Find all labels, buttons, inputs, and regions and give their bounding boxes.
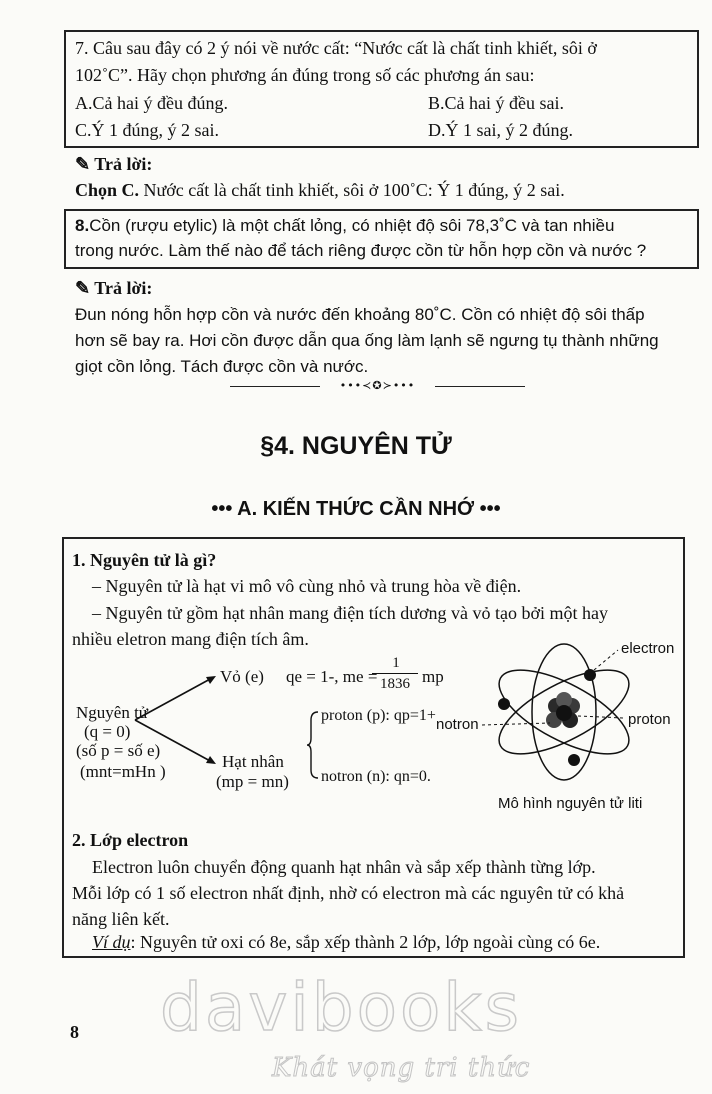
q7-option-b: B.Cả hai ý đều sai. xyxy=(428,93,564,113)
q7-line-2: 102˚C”. Hãy chọn phương án đúng trong số các phương án sau: xyxy=(75,65,535,85)
classification-arrows xyxy=(132,670,222,770)
q7-option-a: A.Cả hai ý đều đúng. xyxy=(75,93,228,113)
ornament-divider: •••≺✪≻••• xyxy=(230,378,525,394)
q7-option-d: D.Ý 1 sai, ý 2 đúng. xyxy=(428,120,573,140)
k2-line-1: Electron luôn chuyển động quanh hạt nhân và sắp xếp thành từng lớp. xyxy=(92,857,596,877)
answer-7-header xyxy=(75,152,152,176)
q7-line-1: 7. Câu sau đây có 2 ý nói về nước cất: “Nước cất là chất tinh khiết, sôi ở xyxy=(75,38,597,58)
section-title: §4. NGUYÊN TỬ xyxy=(260,432,452,460)
neutron-formula: notron (n): qn=0. xyxy=(321,768,431,785)
electron-dot-icon xyxy=(498,698,510,710)
electron-dot-icon xyxy=(584,669,596,681)
answer-8-line-1: Đun nóng hỗn hợp cồn và nước đến khoảng 80˚C. Cồn có nhiệt độ sôi thấp xyxy=(75,305,645,324)
subsection-title: ••• A. KIẾN THỨC CẦN NHỚ ••• xyxy=(211,498,501,520)
nucleus-label: Hạt nhân xyxy=(222,752,284,771)
fraction-denominator: 1836 xyxy=(380,676,410,692)
answer-8-line-3: giọt cồn lỏng. Tách được cồn và nước. xyxy=(75,357,369,376)
watermark-tagline: Khát vọng tri thức xyxy=(272,1053,531,1083)
k1-line-2: – Nguyên tử gồm hạt nhân mang điện tích dương và vỏ tạo bởi một hay xyxy=(92,603,608,623)
k2-example xyxy=(92,930,600,954)
q8-text-1: Cồn (rượu etylic) là một chất lỏng, có nhiệt độ sôi 78,3˚C và tan nhiều xyxy=(89,216,615,235)
q8-line-2: trong nước. Làm thế nào để tách riêng được cồn từ hỗn hợp cồn và nước ? xyxy=(75,241,647,260)
example-text: : Nguyên tử oxi có 8e, sắp xếp thành 2 lớp, lớp ngoài cùng có 6e. xyxy=(130,932,601,952)
answer-7-choice: Chọn C. xyxy=(75,180,140,200)
k2-line-2: Mỗi lớp có 1 số electron nhất định, nhờ có electron mà các nguyên tử có khả xyxy=(72,883,625,903)
fraction-tail: mp xyxy=(422,667,444,686)
fraction-bar xyxy=(372,673,418,674)
k2-line-3: năng liên kết. xyxy=(72,909,170,929)
nucleus-mass-eq: (mp = mn) xyxy=(216,772,289,791)
atom-charge: (q = 0) xyxy=(84,722,131,741)
k2-heading: 2. Lớp electron xyxy=(72,830,189,850)
answer-7-body: Nước cất là chất tinh khiết, sôi ở 100˚C: Ý 1 đúng, ý 2 sai. xyxy=(143,180,565,200)
atom-mass: (mnt=mHn ) xyxy=(80,762,166,781)
brace-icon xyxy=(306,710,320,780)
answer-7-label: Trả lời: xyxy=(94,154,153,174)
electron-label: electron xyxy=(621,640,675,657)
k1-line-3: nhiều eletron mang điện tích âm. xyxy=(72,629,309,649)
k1-line-1: – Nguyên tử là hạt vi mô vô cùng nhỏ và trung hòa về điện. xyxy=(92,576,522,596)
q8-line-1 xyxy=(75,214,614,238)
q8-number: 8. xyxy=(75,216,90,235)
atom-label: Nguyên tử xyxy=(76,703,149,722)
shell-formula: qe = 1-, me = xyxy=(286,667,378,686)
fraction-numerator: 1 xyxy=(392,655,400,671)
answer-8-line-2: hơn sẽ bay ra. Hơi cồn được dẫn qua ống làm lạnh sẽ ngưng tụ thành những xyxy=(75,331,659,350)
notron-label: notron xyxy=(436,716,479,733)
answer-8-label: Trả lời: xyxy=(94,278,153,298)
shell-label: Vỏ (e) xyxy=(220,667,264,686)
proton-formula: proton (p): qp=1+ xyxy=(321,707,436,724)
pencil-icon: ✎ xyxy=(75,278,91,298)
answer-7-text xyxy=(75,178,565,202)
atom-p-equals-e: (số p = số e) xyxy=(76,741,161,760)
q7-option-c: C.Ý 1 đúng, ý 2 sai. xyxy=(75,120,219,140)
watermark-brand: davibooks xyxy=(160,969,522,1046)
proton-label: proton xyxy=(628,711,671,728)
answer-8-header xyxy=(75,276,152,300)
atom-model-caption: Mô hình nguyên tử liti xyxy=(498,795,643,812)
k1-heading: 1. Nguyên tử là gì? xyxy=(72,550,217,570)
electron-dot-icon xyxy=(568,754,580,766)
nucleus-icon xyxy=(546,692,580,728)
example-label: Ví dụ xyxy=(92,932,131,952)
page-number: 8 xyxy=(70,1022,79,1042)
pencil-icon: ✎ xyxy=(75,154,91,174)
